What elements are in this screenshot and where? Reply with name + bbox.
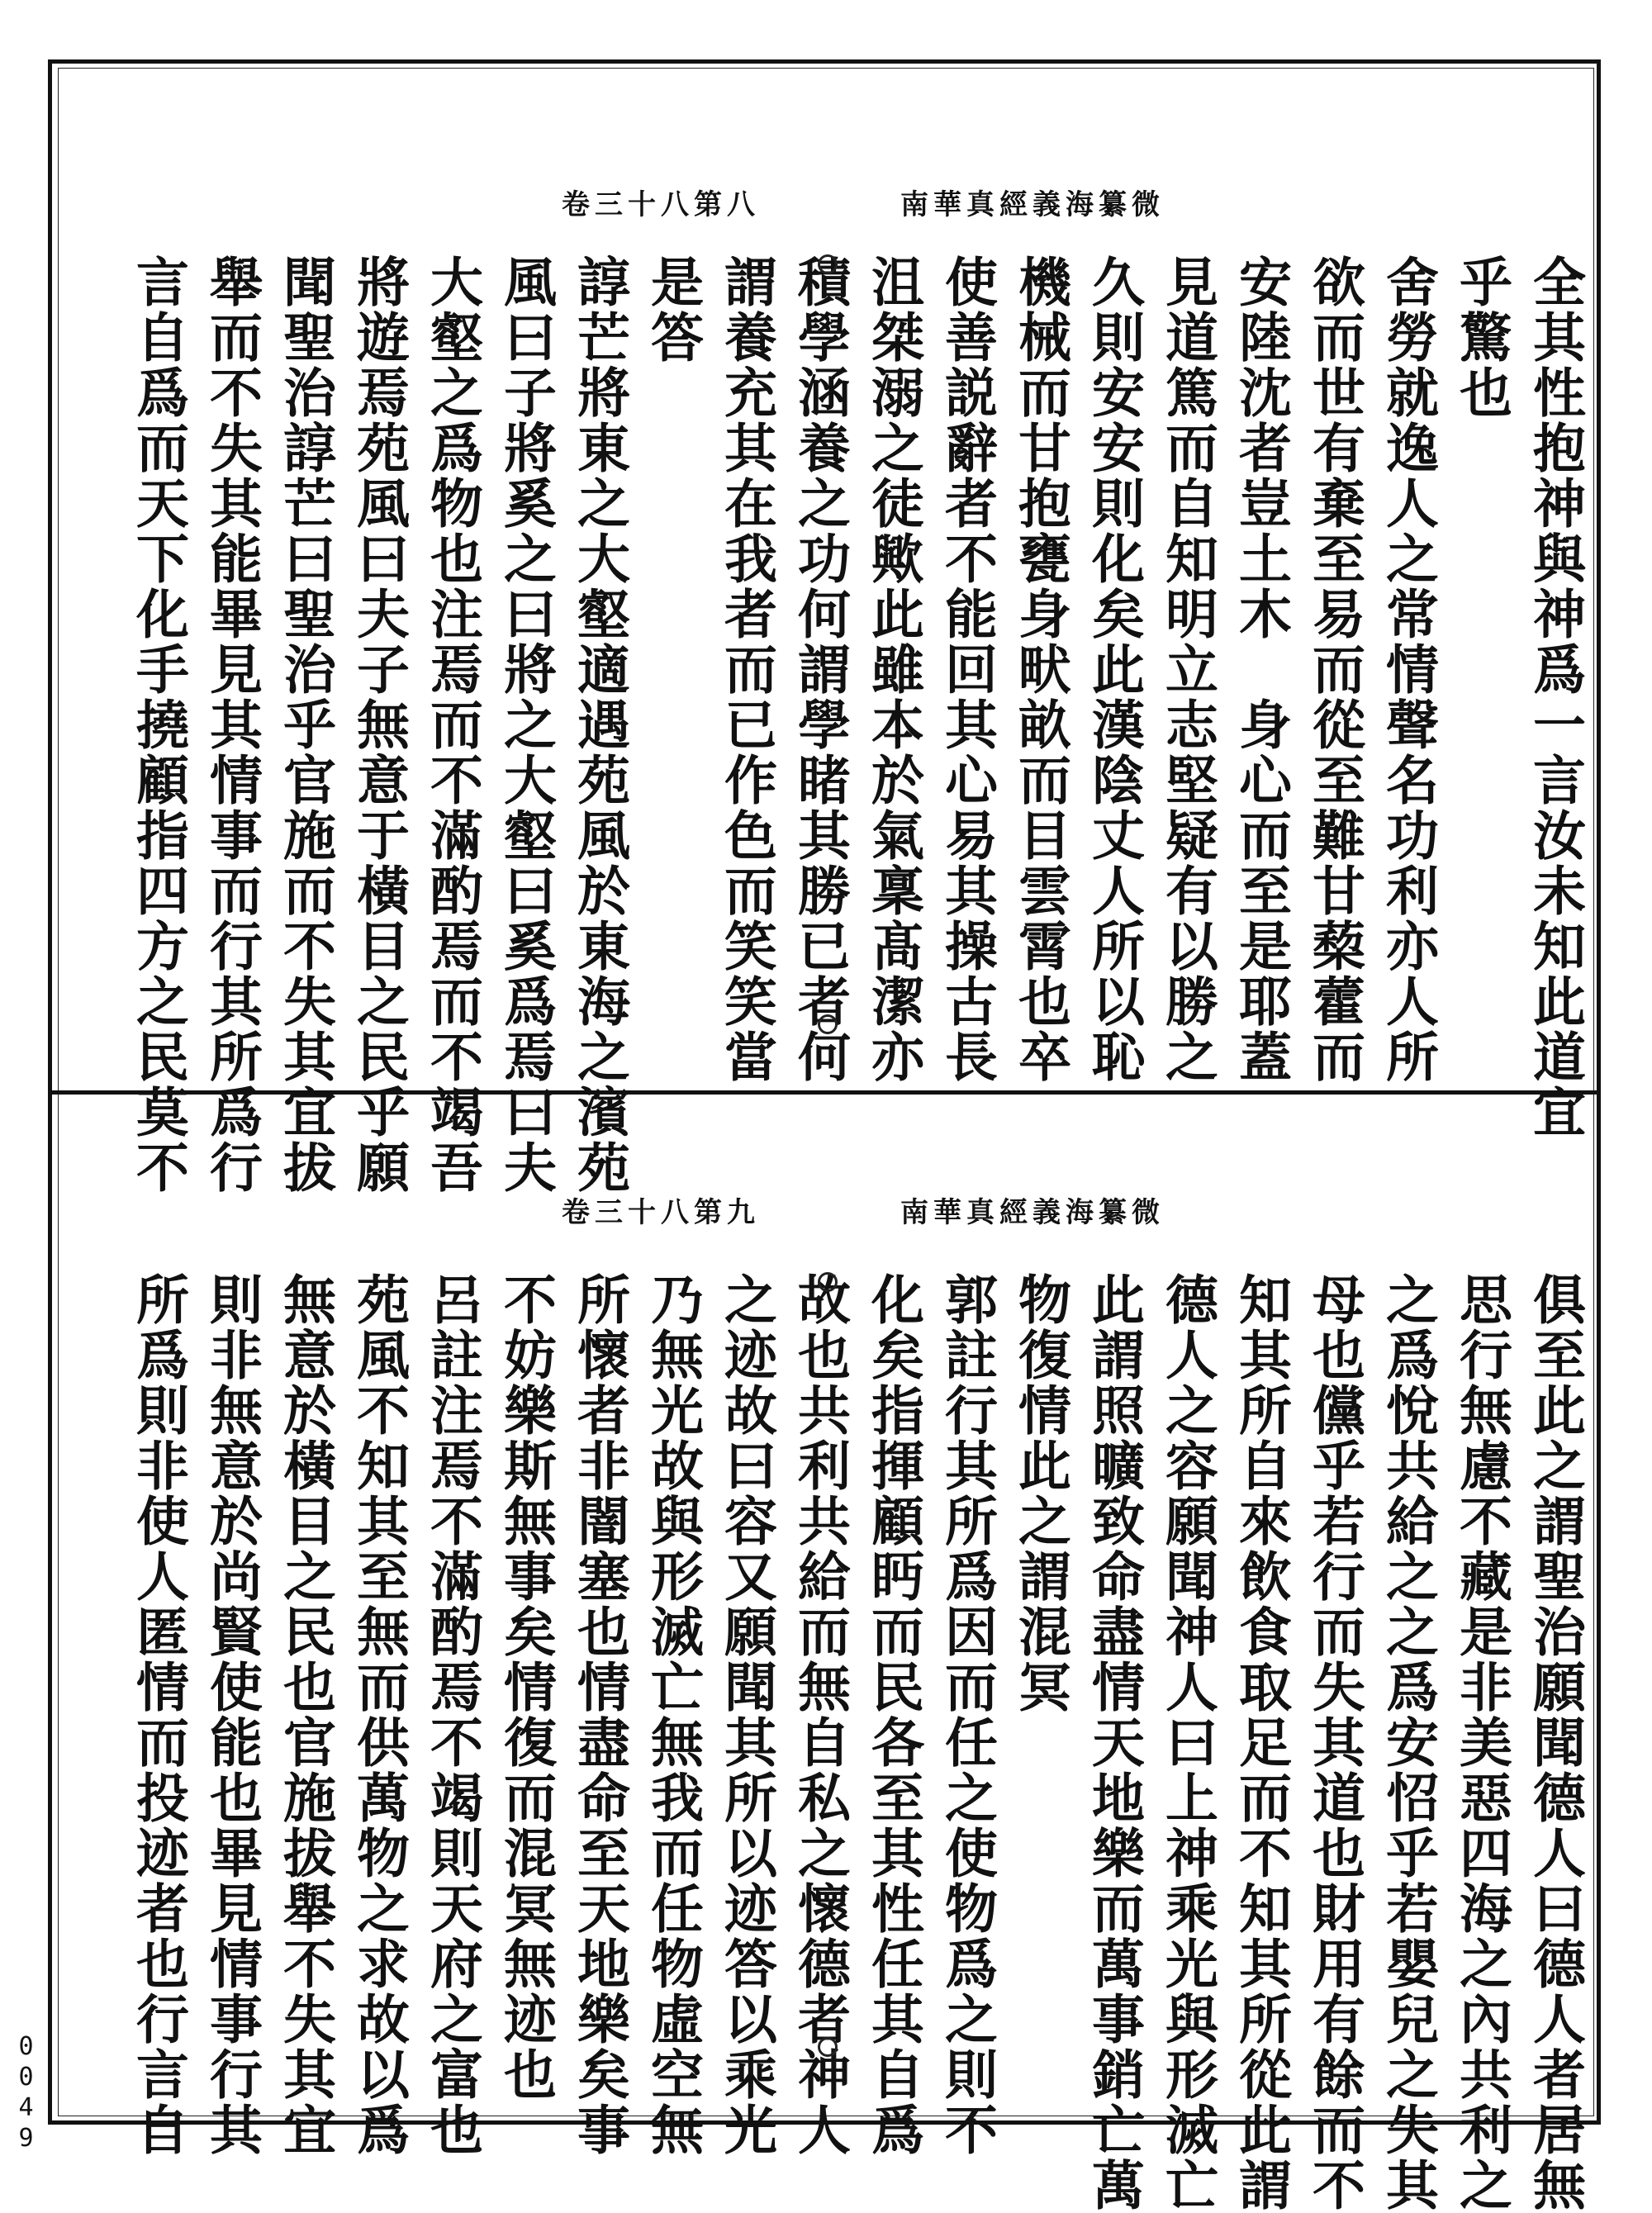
text-column: 母也儻乎若行而失其道也財用有餘而不: [1303, 1272, 1365, 2213]
text-column: 積學涵養之功何謂學睹其勝已者何: [789, 254, 851, 1085]
text-column: 風曰子將奚之曰將之大壑曰奚爲焉曰夫: [495, 254, 557, 1195]
text-column: 思行無慮不藏是非美惡四海之內共利之: [1450, 1272, 1512, 2213]
text-column: 德人之容願聞神人曰上神乘光與形滅亡: [1156, 1272, 1218, 2213]
text-column: 知其所自來飲食取足而不知其所從此謂: [1230, 1272, 1292, 2213]
text-column: 舉而不失其能畢見其情事而行其所爲行: [201, 254, 263, 1195]
text-column: 之迹故曰容又願聞其所以迹答以乘光: [715, 1272, 777, 2158]
text-column: 全其性抱神與神爲一言汝未知此道宜: [1524, 254, 1586, 1140]
punctuation-circle: [818, 1272, 838, 1292]
text-column: 則非無意於尚賢使能也畢見情事行其: [201, 1272, 263, 2158]
text-column: 所懷者非闇塞也情盡命至天地樂矣事: [568, 1272, 630, 2158]
text-column: 安陸沈者豈土木 身心而至是耶蓋: [1230, 254, 1292, 1085]
text-column: 聞聖治諄芒曰聖治乎官施而不失其宜拔: [274, 254, 336, 1195]
bottom-running-juan: 卷三十八第九: [562, 1196, 760, 1229]
punctuation-circle: [818, 254, 838, 274]
page-number: 0049: [12, 2032, 40, 2154]
text-column: 是答: [642, 254, 704, 365]
text-column: 之爲悅共給之之爲安怊乎若嬰兒之失其: [1377, 1272, 1439, 2213]
punctuation-circle: [818, 1014, 838, 1034]
top-page: [66, 74, 1586, 1195]
text-column: 無意於橫目之民也官施拔舉不失其宜: [274, 1272, 336, 2158]
bottom-running-title: 南華真經義海纂微: [900, 1196, 1165, 1229]
text-column: 物復情此之謂混冥: [1009, 1272, 1071, 1715]
text-column: 將遊焉苑風曰夫子無意于橫目之民乎願: [348, 254, 410, 1195]
text-column: 乎驚也: [1450, 254, 1512, 420]
text-column: 故也共利共給而無自私之懷德者神人: [789, 1272, 851, 2158]
text-column: 欲而世有棄至易而從至難甘蔾藿而: [1303, 254, 1365, 1085]
text-column: 言自爲而天下化手撓顧指四方之民莫不: [127, 254, 189, 1195]
text-column: 久則安安則化矣此漢陰丈人所以恥: [1083, 254, 1145, 1085]
text-column: 大壑之爲物也注焉而不滿酌焉而不竭吾: [421, 254, 483, 1195]
text-column: 舍勞就逸人之常情聲名功利亦人所: [1377, 254, 1439, 1085]
text-column: 苑風不知其至無而供萬物之求故以爲: [348, 1272, 410, 2158]
bottom-page: [66, 1099, 1586, 2213]
text-column: 郭註行其所爲因而任之使物爲之則不: [936, 1272, 998, 2158]
text-column: 使善説辭者不能回其心易其操古長: [936, 254, 998, 1085]
text-column: 謂養充其在我者而已作色而笑笑當: [715, 254, 777, 1085]
text-column: 俱至此之謂聖治願聞德人曰德人者居無: [1524, 1272, 1586, 2213]
text-column: 所爲則非使人匿情而投迹者也行言自: [127, 1272, 189, 2158]
text-column: 不妨樂斯無事矣情復而混冥無迹也: [495, 1272, 557, 2102]
top-running-juan: 卷三十八第八: [562, 188, 760, 221]
text-column: 見道篤而自知明立志堅疑有以勝之: [1156, 254, 1218, 1085]
text-column: 呂註注焉不滿酌焉不竭則天府之富也: [421, 1272, 483, 2158]
text-column: 沮桀溺之徒歟此雖本於氣稟髙潔亦: [862, 254, 924, 1085]
text-column: 機械而甘抱甕身畎畝而目雲霄也卒: [1009, 254, 1071, 1085]
text-column: 化矣指揮顧眄而民各至其性任其自爲: [862, 1272, 924, 2158]
top-running-title: 南華真經義海纂微: [900, 188, 1165, 221]
text-column: 諄芒將東之大壑適遇苑風於東海之濱苑: [568, 254, 630, 1195]
text-column: 乃無光故與形滅亡無我而任物虛空無: [642, 1272, 704, 2158]
punctuation-circle: [818, 2037, 838, 2057]
text-column: 此謂照曠致命盡情天地樂而萬事銷亡萬: [1083, 1272, 1145, 2213]
